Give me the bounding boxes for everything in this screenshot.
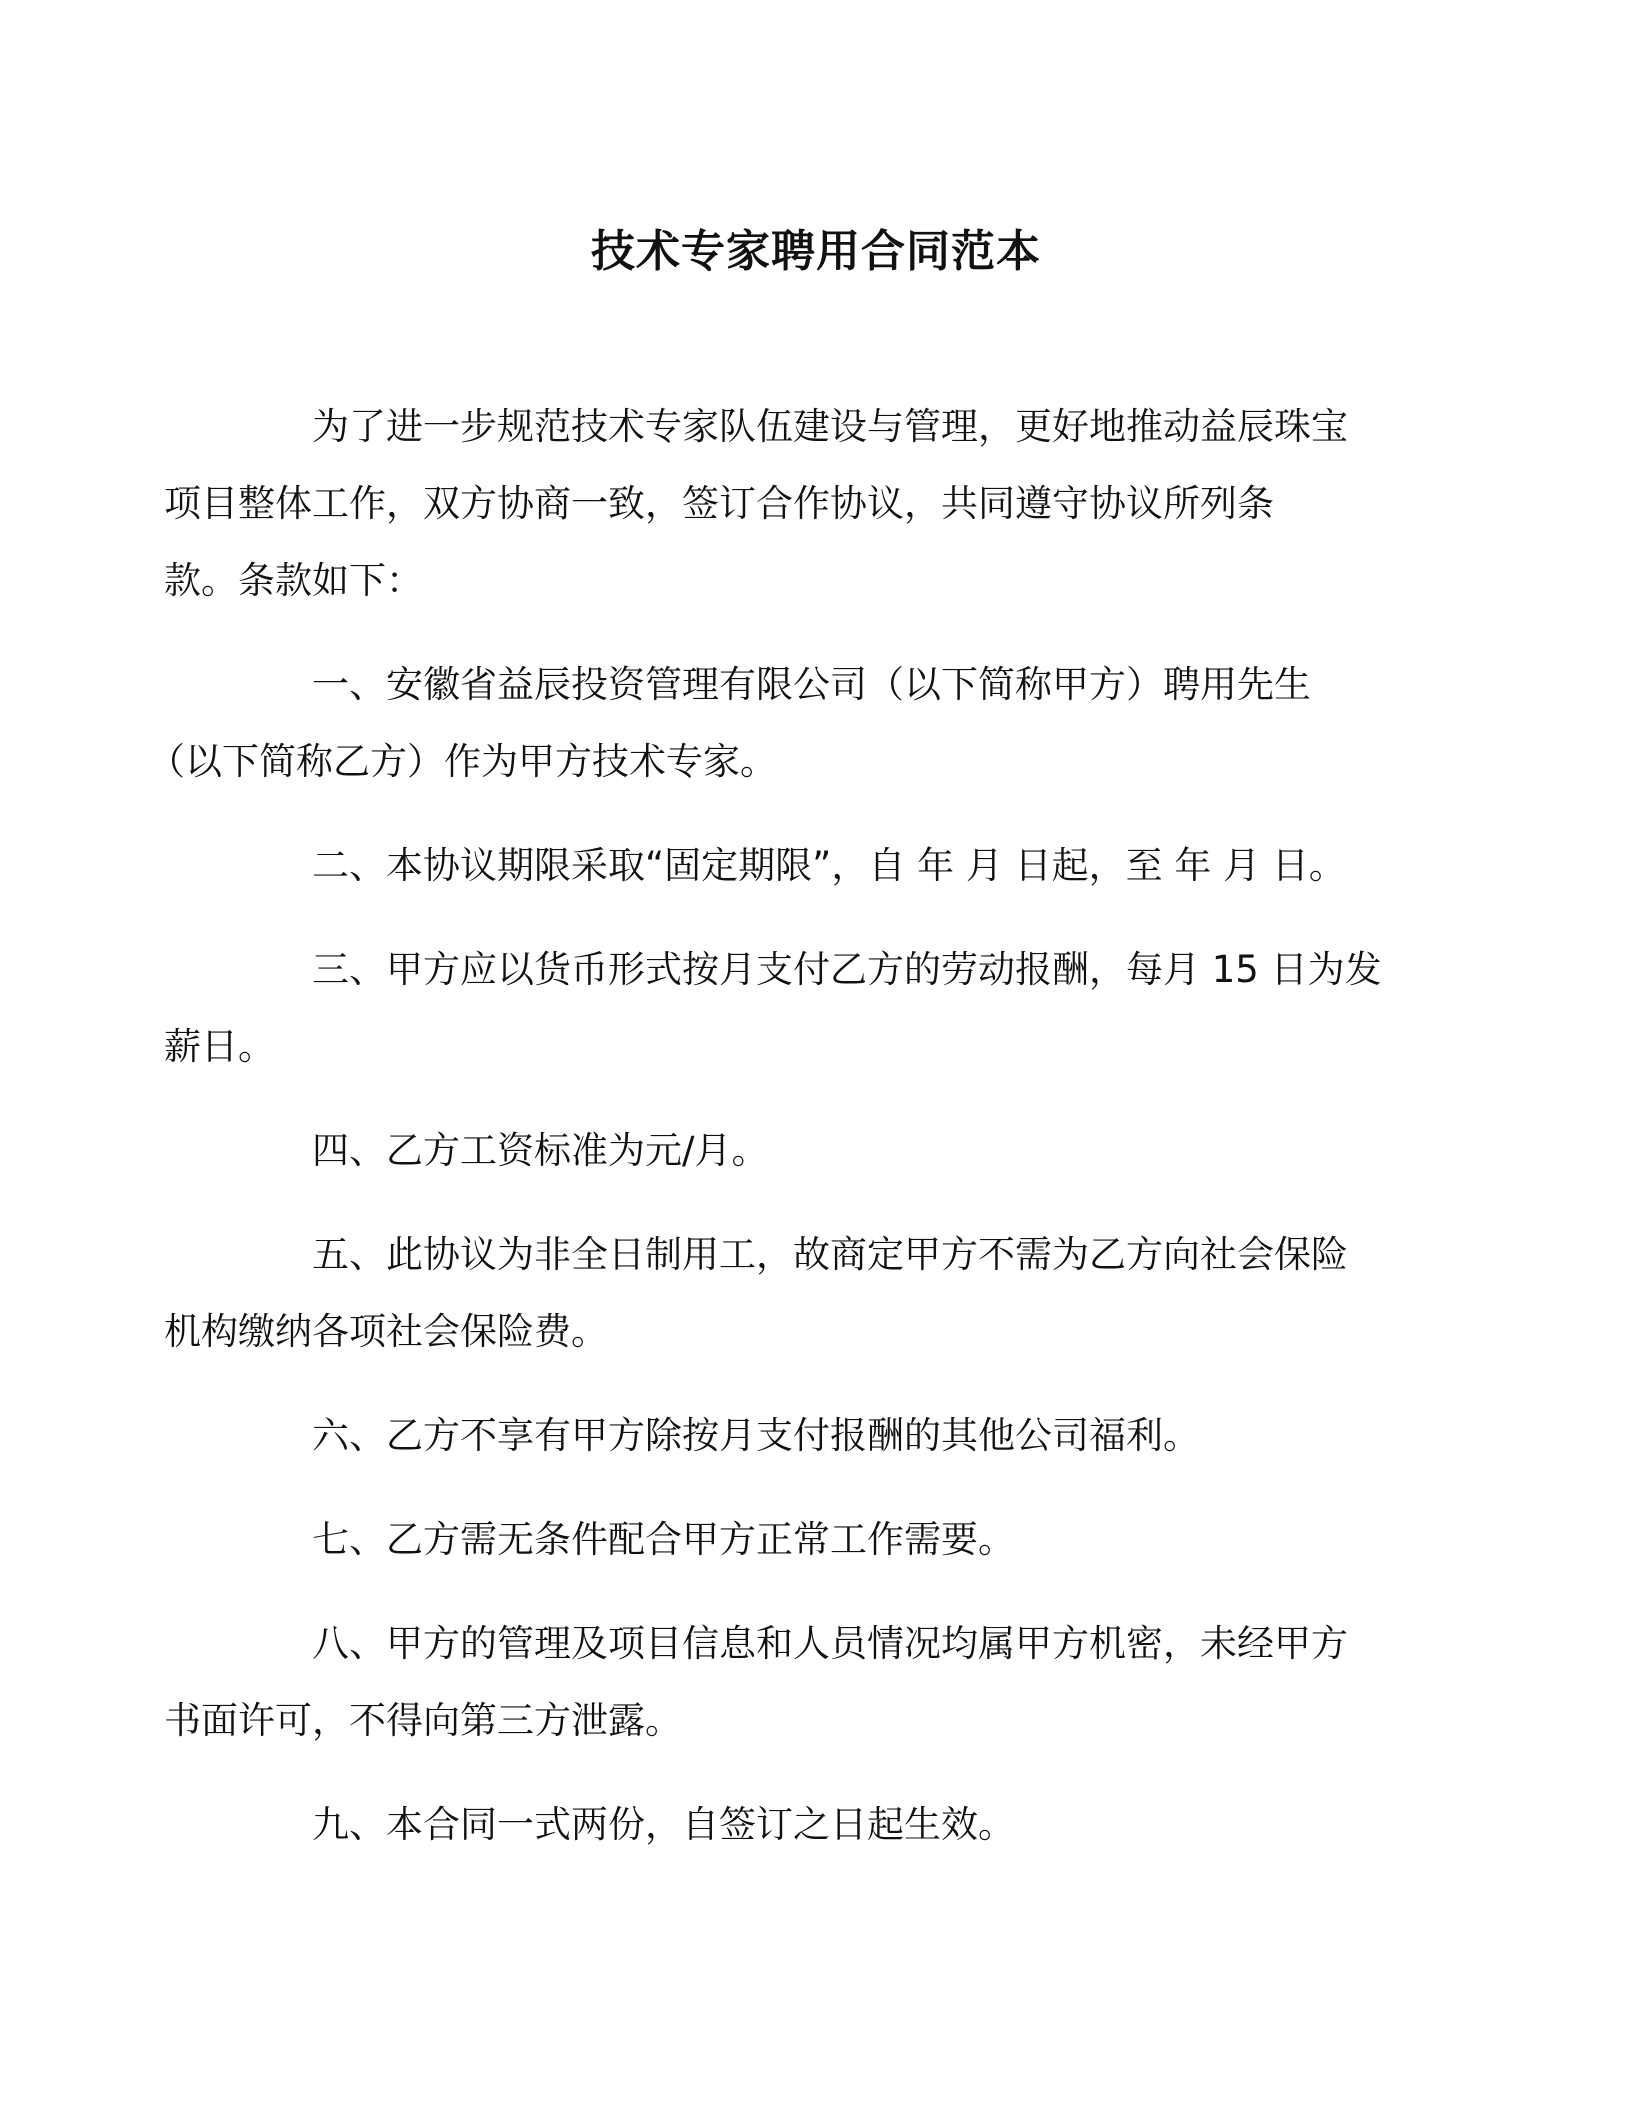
paragraph-line: 二、本协议期限采取“固定期限”，自 年 月 日起，至 年 月 日。	[312, 844, 1346, 887]
clause-3	[164, 931, 1388, 1085]
document-body	[148, 388, 1388, 1890]
paragraph-line: 款。条款如下：	[164, 559, 423, 602]
paragraph-line: 三、甲方应以货币形式按月支付乙方的劳动报酬，每月 15 日为发	[312, 948, 1382, 991]
clause-6	[238, 1397, 1388, 1474]
paragraph-line: 机构缴纳各项社会保险费。	[164, 1310, 608, 1353]
paragraph-line: 六、乙方不享有甲方除按月支付报酬的其他公司福利。	[312, 1414, 1200, 1457]
paragraph-line: 薪日。	[164, 1025, 275, 1068]
paragraph-line: 为了进一步规范技术专家队伍建设与管理，更好地推动益辰珠宝	[312, 405, 1348, 448]
clause-2	[238, 827, 1388, 904]
paragraph-line: 八、甲方的管理及项目信息和人员情况均属甲方机密，未经甲方	[312, 1622, 1348, 1665]
clause-1	[148, 646, 1388, 800]
paragraph-line: 七、乙方需无条件配合甲方正常工作需要。	[312, 1518, 1015, 1561]
paragraph-line: 书面许可，不得向第三方泄露。	[164, 1699, 682, 1742]
paragraph-line: 一、安徽省益辰投资管理有限公司（以下简称甲方）聘用先生	[312, 663, 1311, 706]
clause-9	[238, 1786, 1388, 1863]
clause-8	[164, 1605, 1388, 1759]
paragraph-line: （以下简称乙方）作为甲方技术专家。	[148, 740, 777, 783]
paragraph-line: 四、乙方工资标准为元/月。	[312, 1129, 769, 1172]
paragraph-line: 五、此协议为非全日制用工，故商定甲方不需为乙方向社会保险	[312, 1233, 1348, 1276]
document-title: 技术专家聘用合同范本	[591, 226, 1041, 277]
intro-paragraph	[164, 388, 1388, 619]
clause-5	[164, 1216, 1388, 1370]
clause-4	[238, 1112, 1388, 1189]
clause-7	[238, 1501, 1388, 1578]
paragraph-line: 九、本合同一式两份，自签订之日起生效。	[312, 1803, 1015, 1846]
paragraph-line: 项目整体工作，双方协商一致，签订合作协议，共同遵守协议所列条	[164, 482, 1274, 525]
